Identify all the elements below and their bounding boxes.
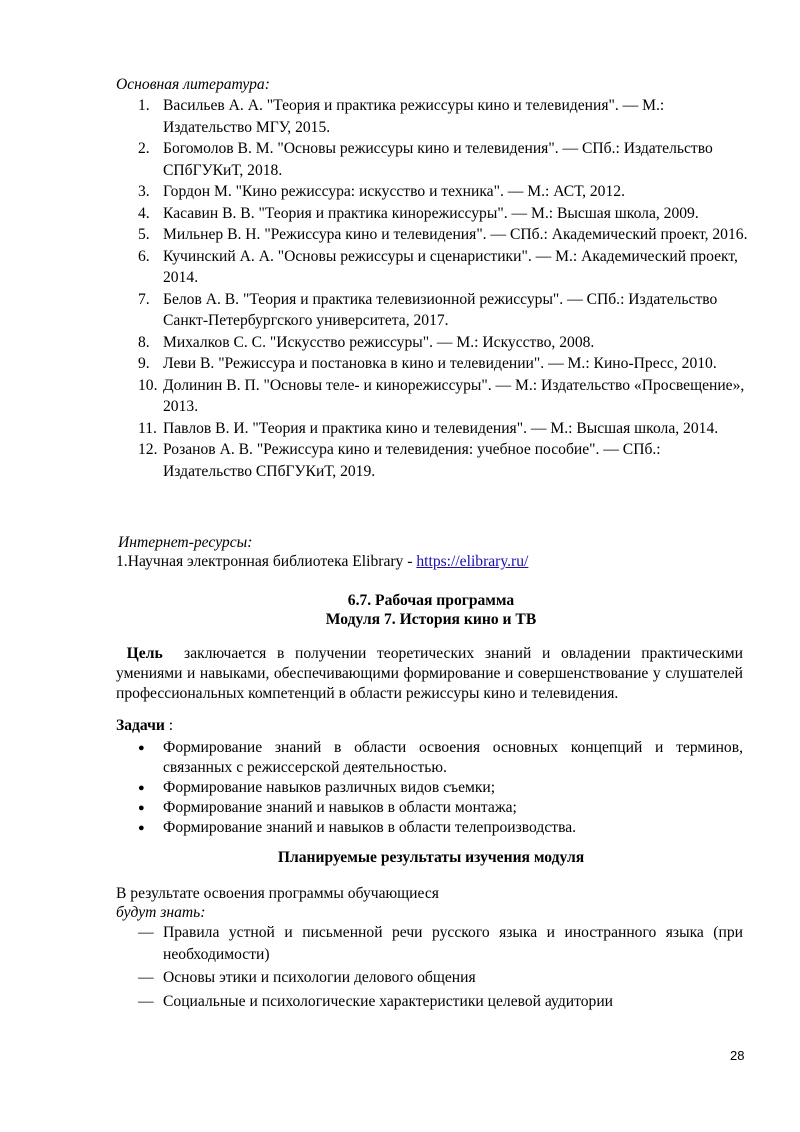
list-item [138, 289, 748, 332]
list-number: 7. [138, 290, 150, 308]
bullet-icon: ● [138, 822, 145, 834]
list-item-text: Леви В. "Режиссура и постановка в кино и телевидении". — М.: Кино-Пресс, 2010. [163, 355, 717, 372]
list-item-text: Павлов В. И. "Теория и практика кино и телевидения". — М.: Высшая школа, 2014. [163, 419, 719, 437]
list-item-text: Мильнер В. Н. "Режиссура кино и телевидения". — СПб.: Академический проект, 2016. [163, 226, 748, 243]
literature-list [138, 95, 748, 482]
list-number: 9. [138, 355, 150, 372]
list-item-text: Богомолов В. М. "Основы режиссуры кино и телевидения". — СПб.: Издательство СПбГУКиТ, 2018. [163, 140, 713, 179]
list-item [138, 798, 743, 818]
task-text: Формирование навыков различных видов съемки; [163, 779, 496, 796]
tasks-heading [116, 716, 173, 736]
tasks-suffix: : [164, 717, 174, 734]
page-number: 28 [730, 1048, 745, 1063]
list-item [138, 95, 748, 138]
bullet-icon: ● [138, 802, 145, 814]
list-item [138, 332, 748, 354]
list-item [138, 224, 748, 246]
result-text: Социальные и психологические характеристики целевой аудитории [163, 992, 614, 1010]
list-number: 10. [138, 376, 158, 394]
goal-paragraph [116, 644, 743, 704]
list-item-text: Васильев А. А. "Теория и практика режиссуры кино и телевидения". — М.: Издательство МГУ, 2015. [163, 97, 665, 136]
result-text: Правила устной и письменной речи русского языка и иностранного языка (при необходимости) [163, 924, 743, 963]
internet-resource-item [116, 551, 528, 572]
list-item-text: Белов А. В. "Теория и практика телевизионной режиссуры". — СПб.: Издательство Санкт-Петербургского университета, 2017. [163, 290, 718, 329]
tasks-label: Задачи [116, 717, 165, 734]
module-title: Модуля 7. История кино и ТВ [325, 611, 537, 628]
list-item [138, 967, 743, 989]
list-number: 3. [138, 183, 150, 200]
list-number: 6. [138, 247, 150, 265]
list-item-text: Розанов А. В. "Режиссура кино и телевидения: учебное пособие". — СПб.: Издательство СПбГУКиТ, 2019. [163, 441, 661, 480]
list-item [138, 818, 743, 838]
list-number: 12. [138, 441, 158, 458]
list-item [138, 353, 748, 375]
list-number: 4. [138, 204, 150, 222]
list-item [138, 778, 743, 798]
dash-icon: — [138, 969, 154, 986]
internet-heading: Интернет-ресурсы: [118, 534, 253, 551]
list-item [138, 375, 748, 418]
list-item-text: Касавин В. В. "Теория и практика кинорежиссуры". — М.: Высшая школа, 2009. [163, 204, 699, 222]
elibrary-link[interactable]: https://elibrary.ru/ [416, 553, 529, 570]
task-text: Формирование знаний в области освоения основных концепций и терминов, связанных с режиссерской деятельностью. [163, 739, 743, 776]
list-number: 2. [138, 140, 150, 157]
bullet-icon: ● [138, 782, 145, 794]
list-number: 11. [138, 419, 157, 437]
dash-icon: — [138, 992, 154, 1010]
results-intro: В результате освоения программы обучающиеся [116, 885, 439, 902]
goal-label: Цель [126, 645, 163, 662]
list-item-text: Гордон М. "Кино режиссура: искусство и техника". — М.: АСТ, 2012. [163, 183, 625, 200]
list-item [138, 246, 748, 289]
list-item [138, 738, 743, 778]
list-number: 8. [138, 333, 150, 351]
goal-text: заключается в получении теоретических знаний и овладении практическими умениями и навыками, обеспечивающими формирование и совершенствование у слушателей профессиональных компетенций в области режиссуры кино и телевидения. [116, 645, 743, 702]
list-item-text: Долинин В. П. "Основы теле- и кинорежиссуры". — М.: Издательство «Просвещение», 2013. [163, 376, 745, 415]
internet-resource-text: 1.Научная электронная библиотека Elibrary - [116, 553, 417, 570]
list-item [138, 203, 748, 225]
dash-icon: — [138, 924, 154, 941]
list-item-text: Михалков С. С. "Искусство режиссуры". — М.: Искусство, 2008. [163, 333, 595, 351]
results-list [138, 922, 743, 1014]
list-number: 5. [138, 226, 150, 243]
list-item [138, 991, 743, 1013]
list-item [138, 181, 748, 203]
bullet-icon: ● [138, 742, 145, 754]
task-text: Формирование знаний и навыков в области монтажа; [163, 799, 517, 816]
section-title: 6.7. Рабочая программа [347, 592, 515, 609]
result-text: Основы этики и психологии делового общения [163, 969, 476, 986]
results-know-label: будут знать: [116, 904, 206, 921]
task-text: Формирование знаний и навыков в области телепроизводства. [163, 819, 577, 836]
results-title: Планируемые результаты изучения модуля [277, 849, 585, 866]
list-item [138, 922, 743, 965]
list-item [138, 439, 748, 482]
list-item [138, 418, 748, 440]
list-number: 1. [138, 97, 150, 114]
list-item-text: Кучинский А. А. "Основы режиссуры и сценаристики". — М.: Академический проект, 2014. [163, 247, 738, 286]
tasks-list [138, 738, 743, 838]
list-item [138, 138, 748, 181]
literature-heading: Основная литература: [116, 76, 270, 93]
